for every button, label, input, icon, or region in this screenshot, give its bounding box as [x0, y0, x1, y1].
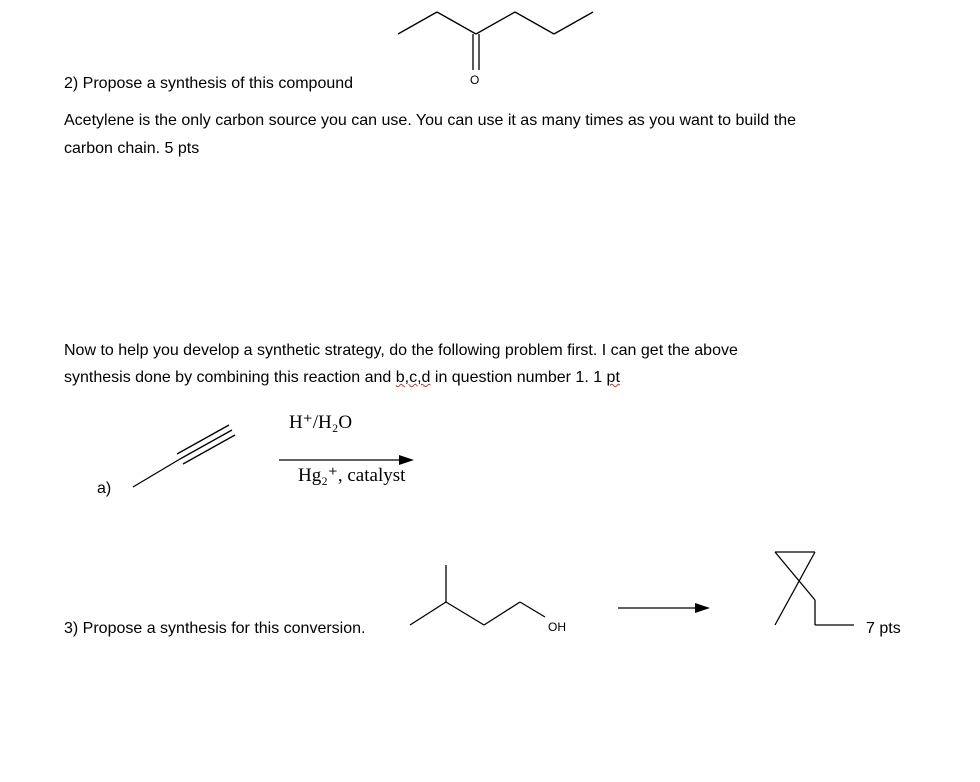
spellcheck-pt: pt: [606, 369, 620, 386]
question-2-line-1: Acetylene is the only carbon source you can use. You can use it as many times as you want to build the: [64, 112, 796, 129]
strategy-line-1: Now to help you develop a synthetic strategy, do the following problem first. I can get the above: [64, 342, 738, 359]
ketone-oxygen-label: O: [470, 73, 480, 87]
question-3-title: 3) Propose a synthesis for this conversion.: [64, 620, 366, 637]
spellcheck-bcd: b,c,d: [395, 369, 431, 386]
question-2-title: 2) Propose a synthesis of this compound: [64, 75, 354, 92]
part-a-label: a): [97, 480, 112, 497]
question-3-points: 7 pts: [866, 620, 901, 637]
hydroxyl-label: OH: [548, 620, 566, 634]
question-2-line-2: carbon chain. 5 pts: [64, 140, 200, 157]
reagent-bottom: Hg₂⁺, catalyst: [298, 465, 406, 486]
strategy-line-2-start: synthesis done by combining this reaction and: [64, 369, 396, 386]
reagent-top: H⁺/H₂O: [289, 412, 353, 433]
strategy-line-2-middle: in question number 1. 1: [430, 369, 607, 386]
